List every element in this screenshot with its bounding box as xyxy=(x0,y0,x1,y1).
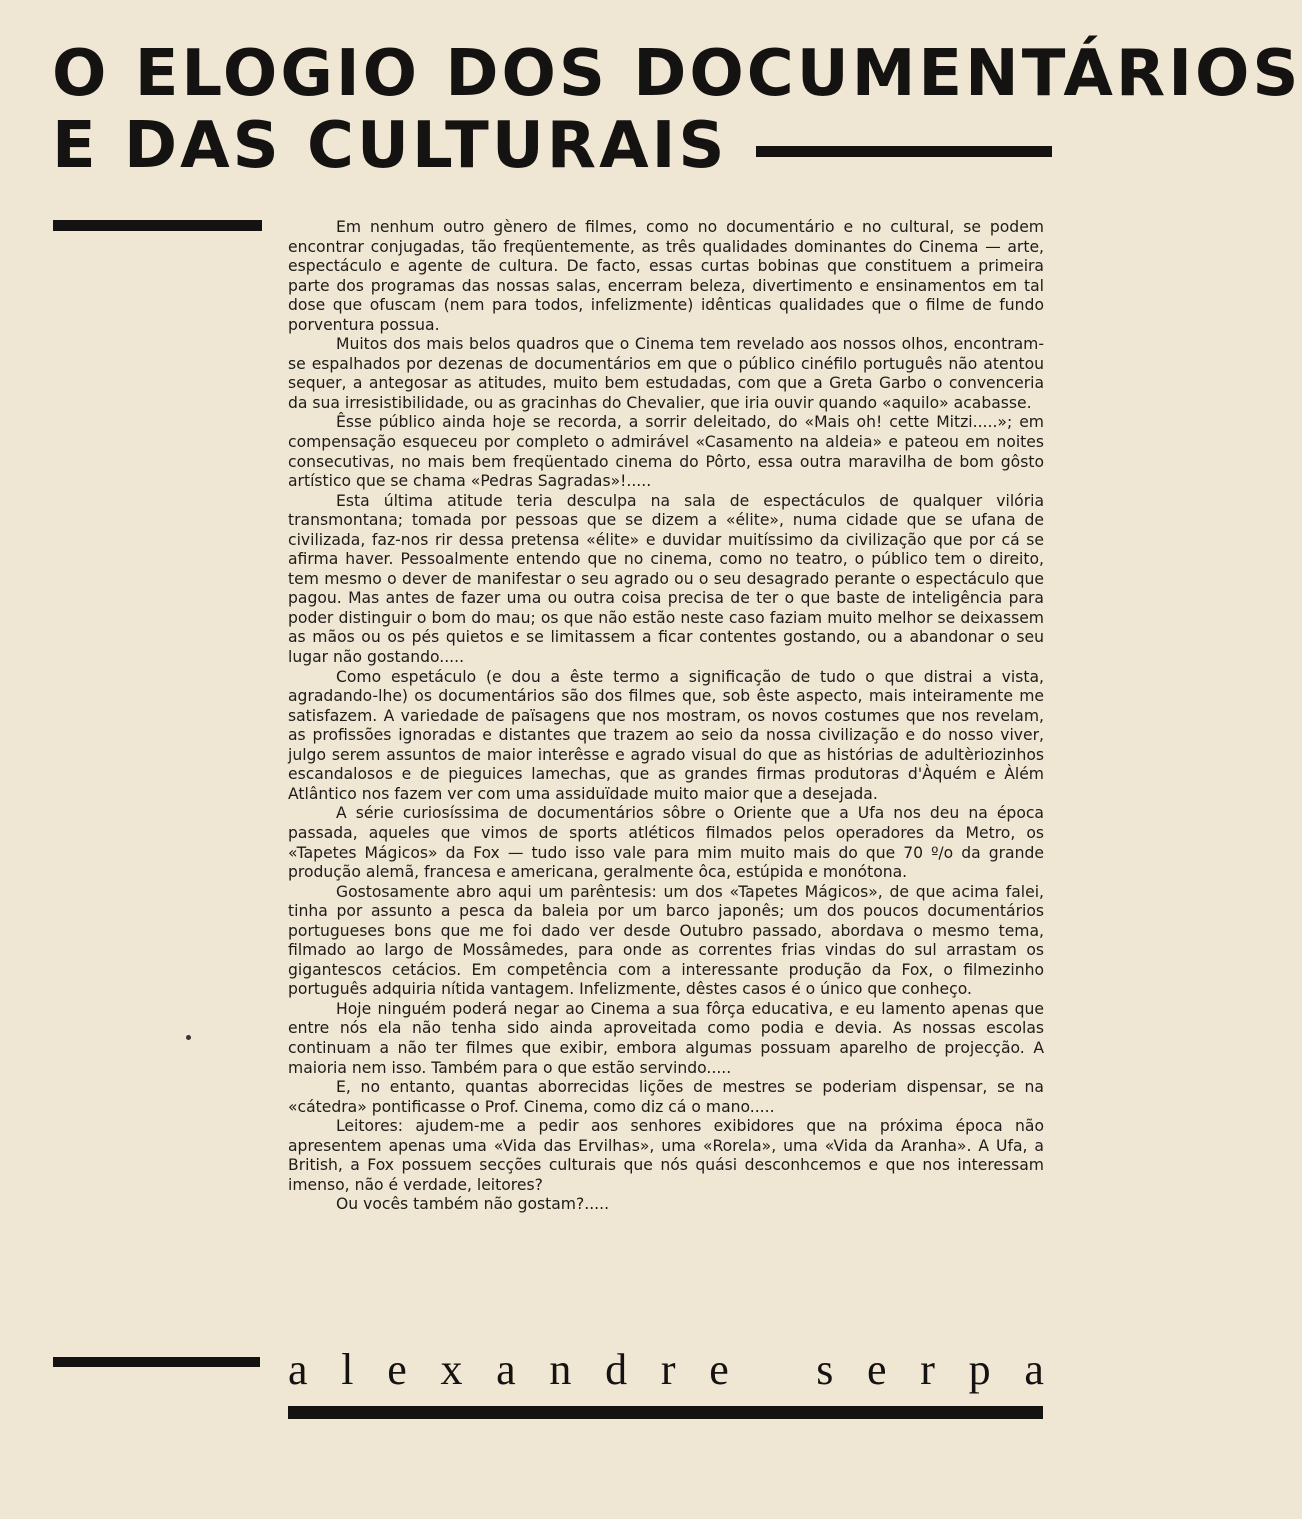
paragraph: Êsse público ainda hoje se recorda, a sorrir deleitado, do «Mais oh! cette Mitzi.....»; em compensação esqueceu por completo o admirável «Casamento na aldeia» e pateou em noites consecutivas, no mais bem freqüentado cinema do Pôrto, essa outra maravilha de bom gôsto artístico que se chama «Pedras Sagradas»!..... xyxy=(288,413,1044,491)
author-signature xyxy=(288,1346,1044,1394)
author-letter: r xyxy=(660,1345,676,1394)
decorative-bar-top-left xyxy=(53,220,262,231)
author-letter: e xyxy=(709,1345,729,1394)
paragraph: Leitores: ajudem-me a pedir aos senhores exibidores que na próxima época não apresentem apenas uma «Vida das Ervilhas», uma «Rorela», uma «Vida da Aranha». A Ufa, a British, a Fox possuem secções culturais que nós quási desconhcemos e que nos interessam imenso, não é verdade, leitores? xyxy=(288,1117,1044,1194)
paragraph: A série curiosíssima de documentários sôbre o Oriente que a Ufa nos deu na época passada, aqueles que vimos de sports atléticos filmados pelos operadores da Metro, os «Tapetes Mágicos» da Fox — tudo isso vale para mim muito mais do que 70 º/o da grande produção alemã, francesa e americana, geralmente ôca, estúpida e monótona. xyxy=(288,804,1044,882)
author-letter: n xyxy=(549,1345,572,1394)
author-letter: p xyxy=(968,1345,991,1394)
author-letter: d xyxy=(605,1345,628,1394)
author-letter xyxy=(762,1346,782,1394)
author-letter: a xyxy=(1024,1345,1044,1394)
article-body xyxy=(288,218,1044,1215)
print-speck xyxy=(186,1035,191,1040)
title-line-1: O ELOGIO DOS DOCUMENTÁRIOS xyxy=(52,37,1302,111)
title-rule xyxy=(756,146,1053,157)
article-title xyxy=(52,37,1302,183)
paragraph: Esta última atitude teria desculpa na sala de espectáculos de qualquer vilória transmontana; tomada por pessoas que se dizem a «élite», numa cidade que se ufana de civilizada, faz-nos rir dessa pretensa «élite» e duvidar muitíssimo da civilização que por cá se afirma haver. Pessoalmente entendo que no cinema, como no teatro, o público tem o direito, tem mesmo o dever de manifestar o seu agrado ou o seu desagrado perante o espectáculo que pagou. Mas antes de fazer uma ou outra coisa precisa de ter o que baste de inteligência para poder distinguir o bom do mau; os que não estão neste caso faziam muito melhor se deixassem as mãos ou os pés quietos e se limitassem a ficar contentes gostando, ou a abandonar o seu lugar não gostando..... xyxy=(288,491,1044,667)
author-letter: r xyxy=(920,1345,935,1394)
author-letter: x xyxy=(440,1345,463,1394)
paragraph: Como espetáculo (e dou a êste termo a significação de tudo o que distrai a vista, agradando-lhe) os documentários são dos filmes que, sob êste aspecto, mais inteiramente me satisfazem. A variedade de païsagens que nos mostram, os novos costumes que nos revelam, as profissões ignoradas e distantes que trazem ao seio da nossa civilização e do nosso viver, julgo serem assuntos de maior interêsse e agrado visual do que as histórias de adultèriozinhos escandalosos e de pieguices lamechas, que as grandes firmas produtoras d'Àquém e Àlém Atlântico nos fazem ver com uma assiduïdade muito maior que a desejada. xyxy=(288,667,1044,803)
paragraph: Ou vocês também não gostam?..... xyxy=(336,1195,610,1214)
author-letter: a xyxy=(496,1345,516,1394)
author-letter: e xyxy=(387,1345,407,1394)
title-line-2: E DAS CULTURAIS xyxy=(52,109,728,183)
title-line-2-wrap xyxy=(52,110,1052,182)
paragraph: Em nenhum outro gènero de filmes, como no documentário e no cultural, se podem encontrar conjugadas, tão freqüentemente, as três qualidades dominantes do Cinema — arte, espectáculo e agente de cultura. De facto, essas curtas bobinas que constituem a primeira parte dos programas das nossas salas, encerram beleza, divertimento e ensinamentos em tal dose que ofuscam (nem para todos, infelizmente) idênticas qualidades que o filme de fundo porventura possua. xyxy=(288,218,1044,334)
paragraph: E, no entanto, quantas aborrecidas lições de mestres se poderiam dispensar, se na «cátedra» pontificasse o Prof. Cinema, como diz cá o mano..... xyxy=(288,1078,1044,1116)
paragraph: Muitos dos mais belos quadros que o Cinema tem revelado aos nossos olhos, encontram-se espalhados por dezenas de documentários em que o público cinéfilo português não atentou sequer, a antegosar as atitudes, muito bem estudadas, com que a Greta Garbo o convenceria da sua irresistibilidade, ou as gracinhas do Chevalier, que iria ouvir quando «aquilo» acabasse. xyxy=(288,335,1044,412)
author-letter: a xyxy=(288,1345,308,1394)
author-letter: e xyxy=(867,1345,887,1394)
decorative-bar-bottom xyxy=(288,1406,1043,1419)
decorative-bar-bottom-left xyxy=(53,1357,260,1367)
author-letter: s xyxy=(816,1345,834,1394)
author-letter: l xyxy=(341,1345,354,1394)
paragraph: Gostosamente abro aqui um parêntesis: um dos «Tapetes Mágicos», de que acima falei, tinha por assunto a pesca da baleia por um barco japonês; um dos poucos documentários portugueses bons que me foi dado ver desde Outubro passado, abordava o mesmo tema, filmado ao largo de Mossâmedes, para onde as correntes frias vindas do sul arrastam os gigantescos cetácios. Em competência com a interessante produção da Fox, o filmezinho português adquiria nítida vantagem. Infelizmente, dêstes casos é o único que conheço. xyxy=(288,882,1044,999)
paragraph: Hoje ninguém poderá negar ao Cinema a sua fôrça educativa, e eu lamento apenas que entre nós ela não tenha sido ainda aproveitada como podia e devia. As nossas escolas continuam a não ter filmes que exibir, embora algumas possuam aparelho de projecção. A maioria nem isso. Também para o que estão servindo..... xyxy=(288,999,1044,1077)
